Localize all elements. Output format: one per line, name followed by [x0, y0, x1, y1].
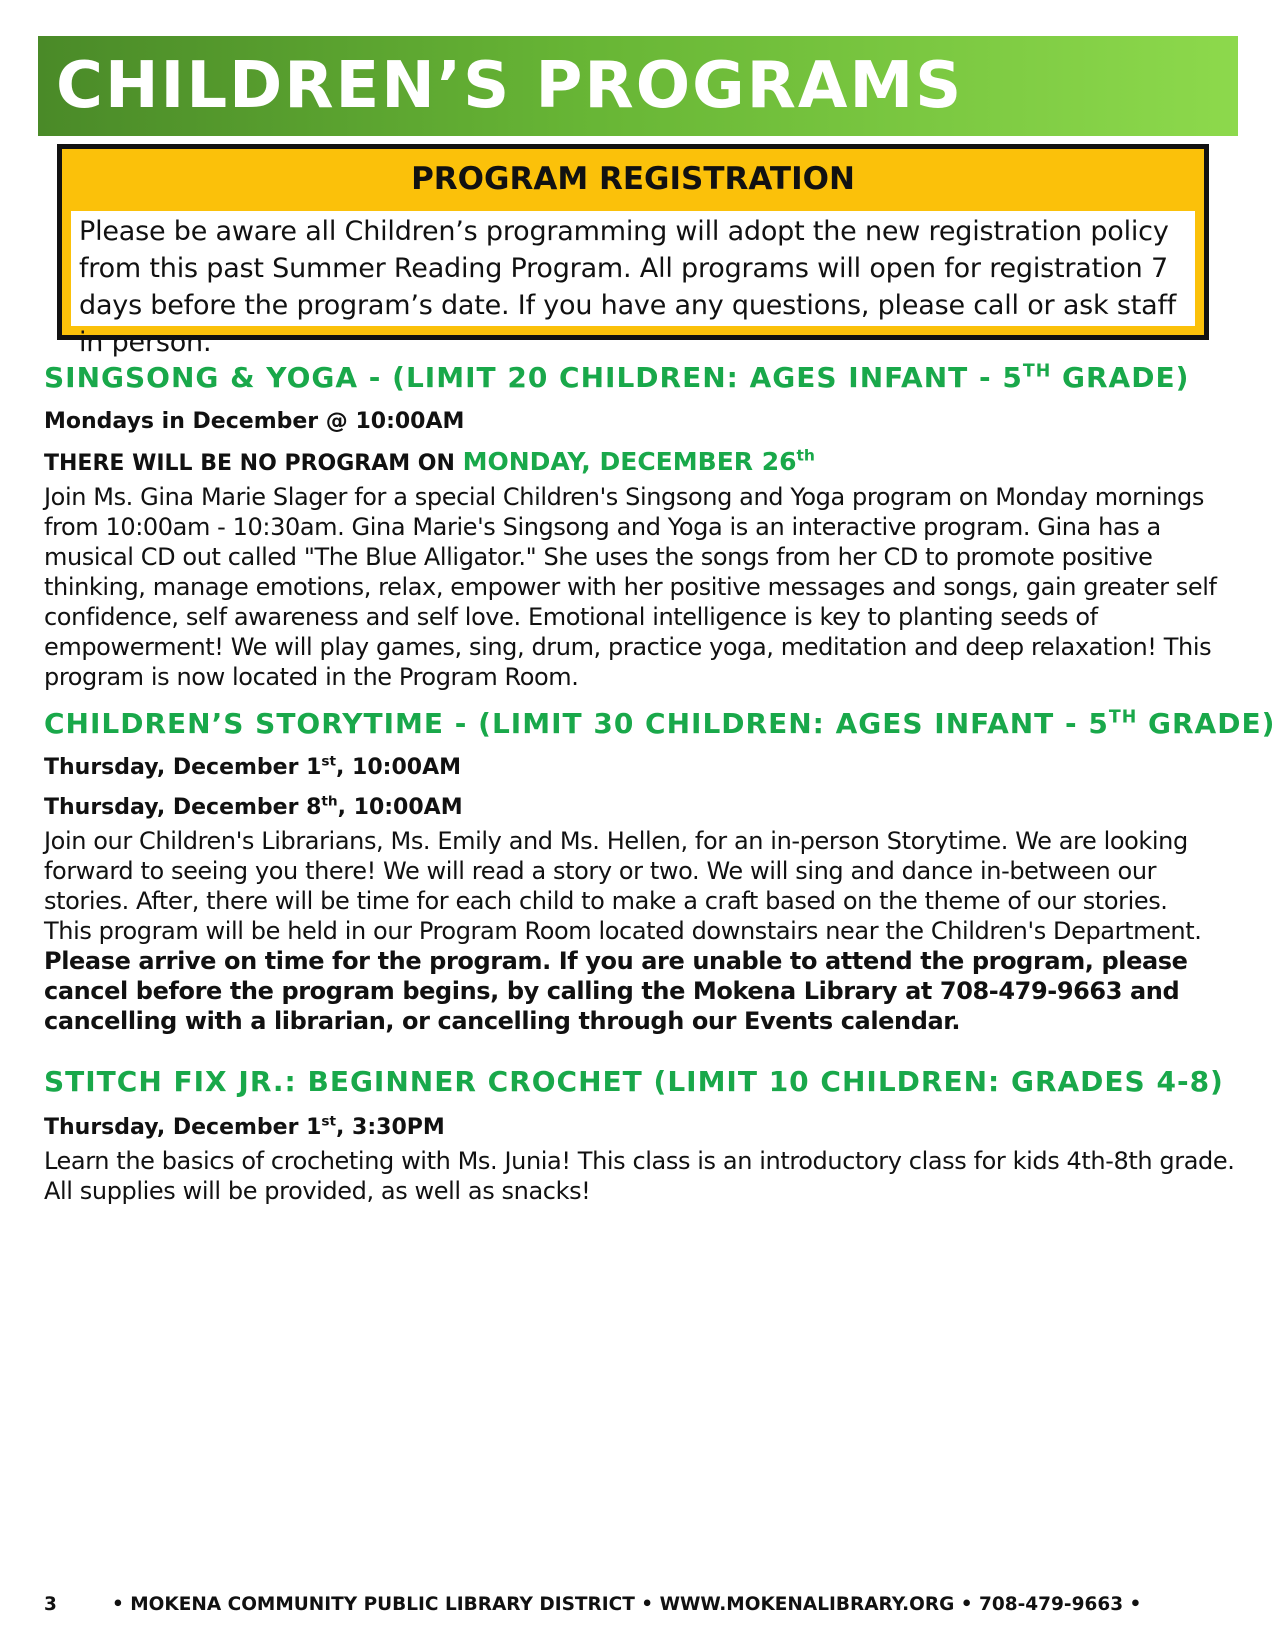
program-notice	[44, 446, 1239, 480]
program-title	[44, 358, 1239, 398]
program-singsong-yoga	[44, 358, 1239, 692]
title-superscript: TH	[1108, 707, 1138, 728]
location-text: This program will be held in our Program Room located downstairs near the Children's Department.	[44, 917, 1202, 945]
registration-notice-box	[57, 144, 1209, 358]
footer-text: • MOKENA COMMUNITY PUBLIC LIBRARY DISTRICT • WWW.MOKENALIBRARY.ORG • 708-479-9663 •	[112, 1594, 1142, 1615]
title-text-end: GRADE)	[1137, 707, 1275, 740]
title-text: SINGSONG & YOGA - (LIMIT 20 CHILDREN: AGES INFANT - 5	[44, 361, 1023, 394]
registration-body	[71, 211, 1195, 358]
program-description: Join our Children's Librarians, Ms. Emily and Ms. Hellen, for an in-person Storytime. We are looking forward to seeing you there! We will read a story or two. We will sing and dance in-between our stories. After, there will be time for each child to make a craft based on the theme of our stories.	[44, 827, 1188, 915]
date-time: , 10:00AM	[337, 795, 463, 820]
attendance-policy: Please arrive on time for the program. If you are unable to attend the program, please cancel before the program begins, by calling the Mokena Library at 708-479-9663 and cancelling with a librarian, or cancelling through our Events calendar.	[44, 947, 1188, 1035]
date-superscript: th	[321, 793, 338, 810]
program-title: STITCH FIX JR.: BEGINNER CROCHET (LIMIT 10 CHILDREN: GRADES 4-8)	[44, 1065, 1224, 1098]
program-schedule: Mondays in December @ 10:00AM	[44, 409, 465, 434]
notice-date-superscript: th	[796, 446, 815, 465]
notice-date	[463, 447, 815, 476]
date-day: Thursday, December 1	[44, 755, 322, 780]
date-superscript: st	[321, 1113, 337, 1130]
program-list	[44, 358, 1275, 1206]
title-text: CHILDREN’S STORYTIME - (LIMIT 30 CHILDREN: AGES INFANT - 5	[44, 707, 1109, 740]
date-time: , 10:00AM	[336, 755, 461, 780]
program-title	[44, 704, 1275, 744]
program-date	[44, 752, 1239, 784]
registration-text: Please be aware all Children’s programming will adopt the new registration policy from this past Summer Reading Program. All programs will open for registration 7 days before the program’s date. If you have any questions, please call or ask staff in person.	[79, 216, 1177, 358]
page-number: 3	[44, 1594, 57, 1615]
date-time: , 3:30PM	[336, 1115, 445, 1140]
date-day: Thursday, December 1	[44, 1115, 322, 1140]
program-storytime	[44, 704, 1275, 1036]
title-text-end: GRADE)	[1051, 361, 1190, 394]
date-superscript: st	[321, 753, 337, 770]
program-description: Join Ms. Gina Marie Slager for a special Children's Singsong and Yoga program on Monday mornings from 10:00am - 10:30am. Gina Marie's Singsong and Yoga is an interactive program. Gina has a musical CD out called "The Blue Alligator." She uses the songs from her CD to promote positive thinking, manage emotions, relax, empower with her positive messages and songs, gain greater self confidence, self awareness and self love. Emotional intelligence is key to planting seeds of empowerment! We will play games, sing, drum, practice yoga, meditation and deep relaxation! This program is now located in the Program Room.	[44, 483, 1217, 691]
notice-date-text: MONDAY, DECEMBER 26	[462, 447, 797, 476]
date-day: Thursday, December 8	[44, 795, 322, 820]
page-banner	[38, 36, 1238, 136]
title-superscript: TH	[1022, 361, 1052, 382]
program-date	[44, 792, 1239, 824]
notice-prefix: THERE WILL BE NO PROGRAM ON	[44, 451, 463, 476]
program-date	[44, 1112, 1239, 1144]
program-description: Learn the basics of crocheting with Ms. Junia! This class is an introductory class for kids 4th-8th grade. All supplies will be provided, as well as snacks!	[44, 1147, 1235, 1205]
program-description-location	[44, 916, 1239, 1036]
page-title: CHILDREN’S PROGRAMS	[56, 49, 964, 123]
registration-title: PROGRAM REGISTRATION	[411, 161, 855, 197]
program-stitch-fix	[44, 1062, 1239, 1206]
page-footer	[44, 1594, 1234, 1615]
